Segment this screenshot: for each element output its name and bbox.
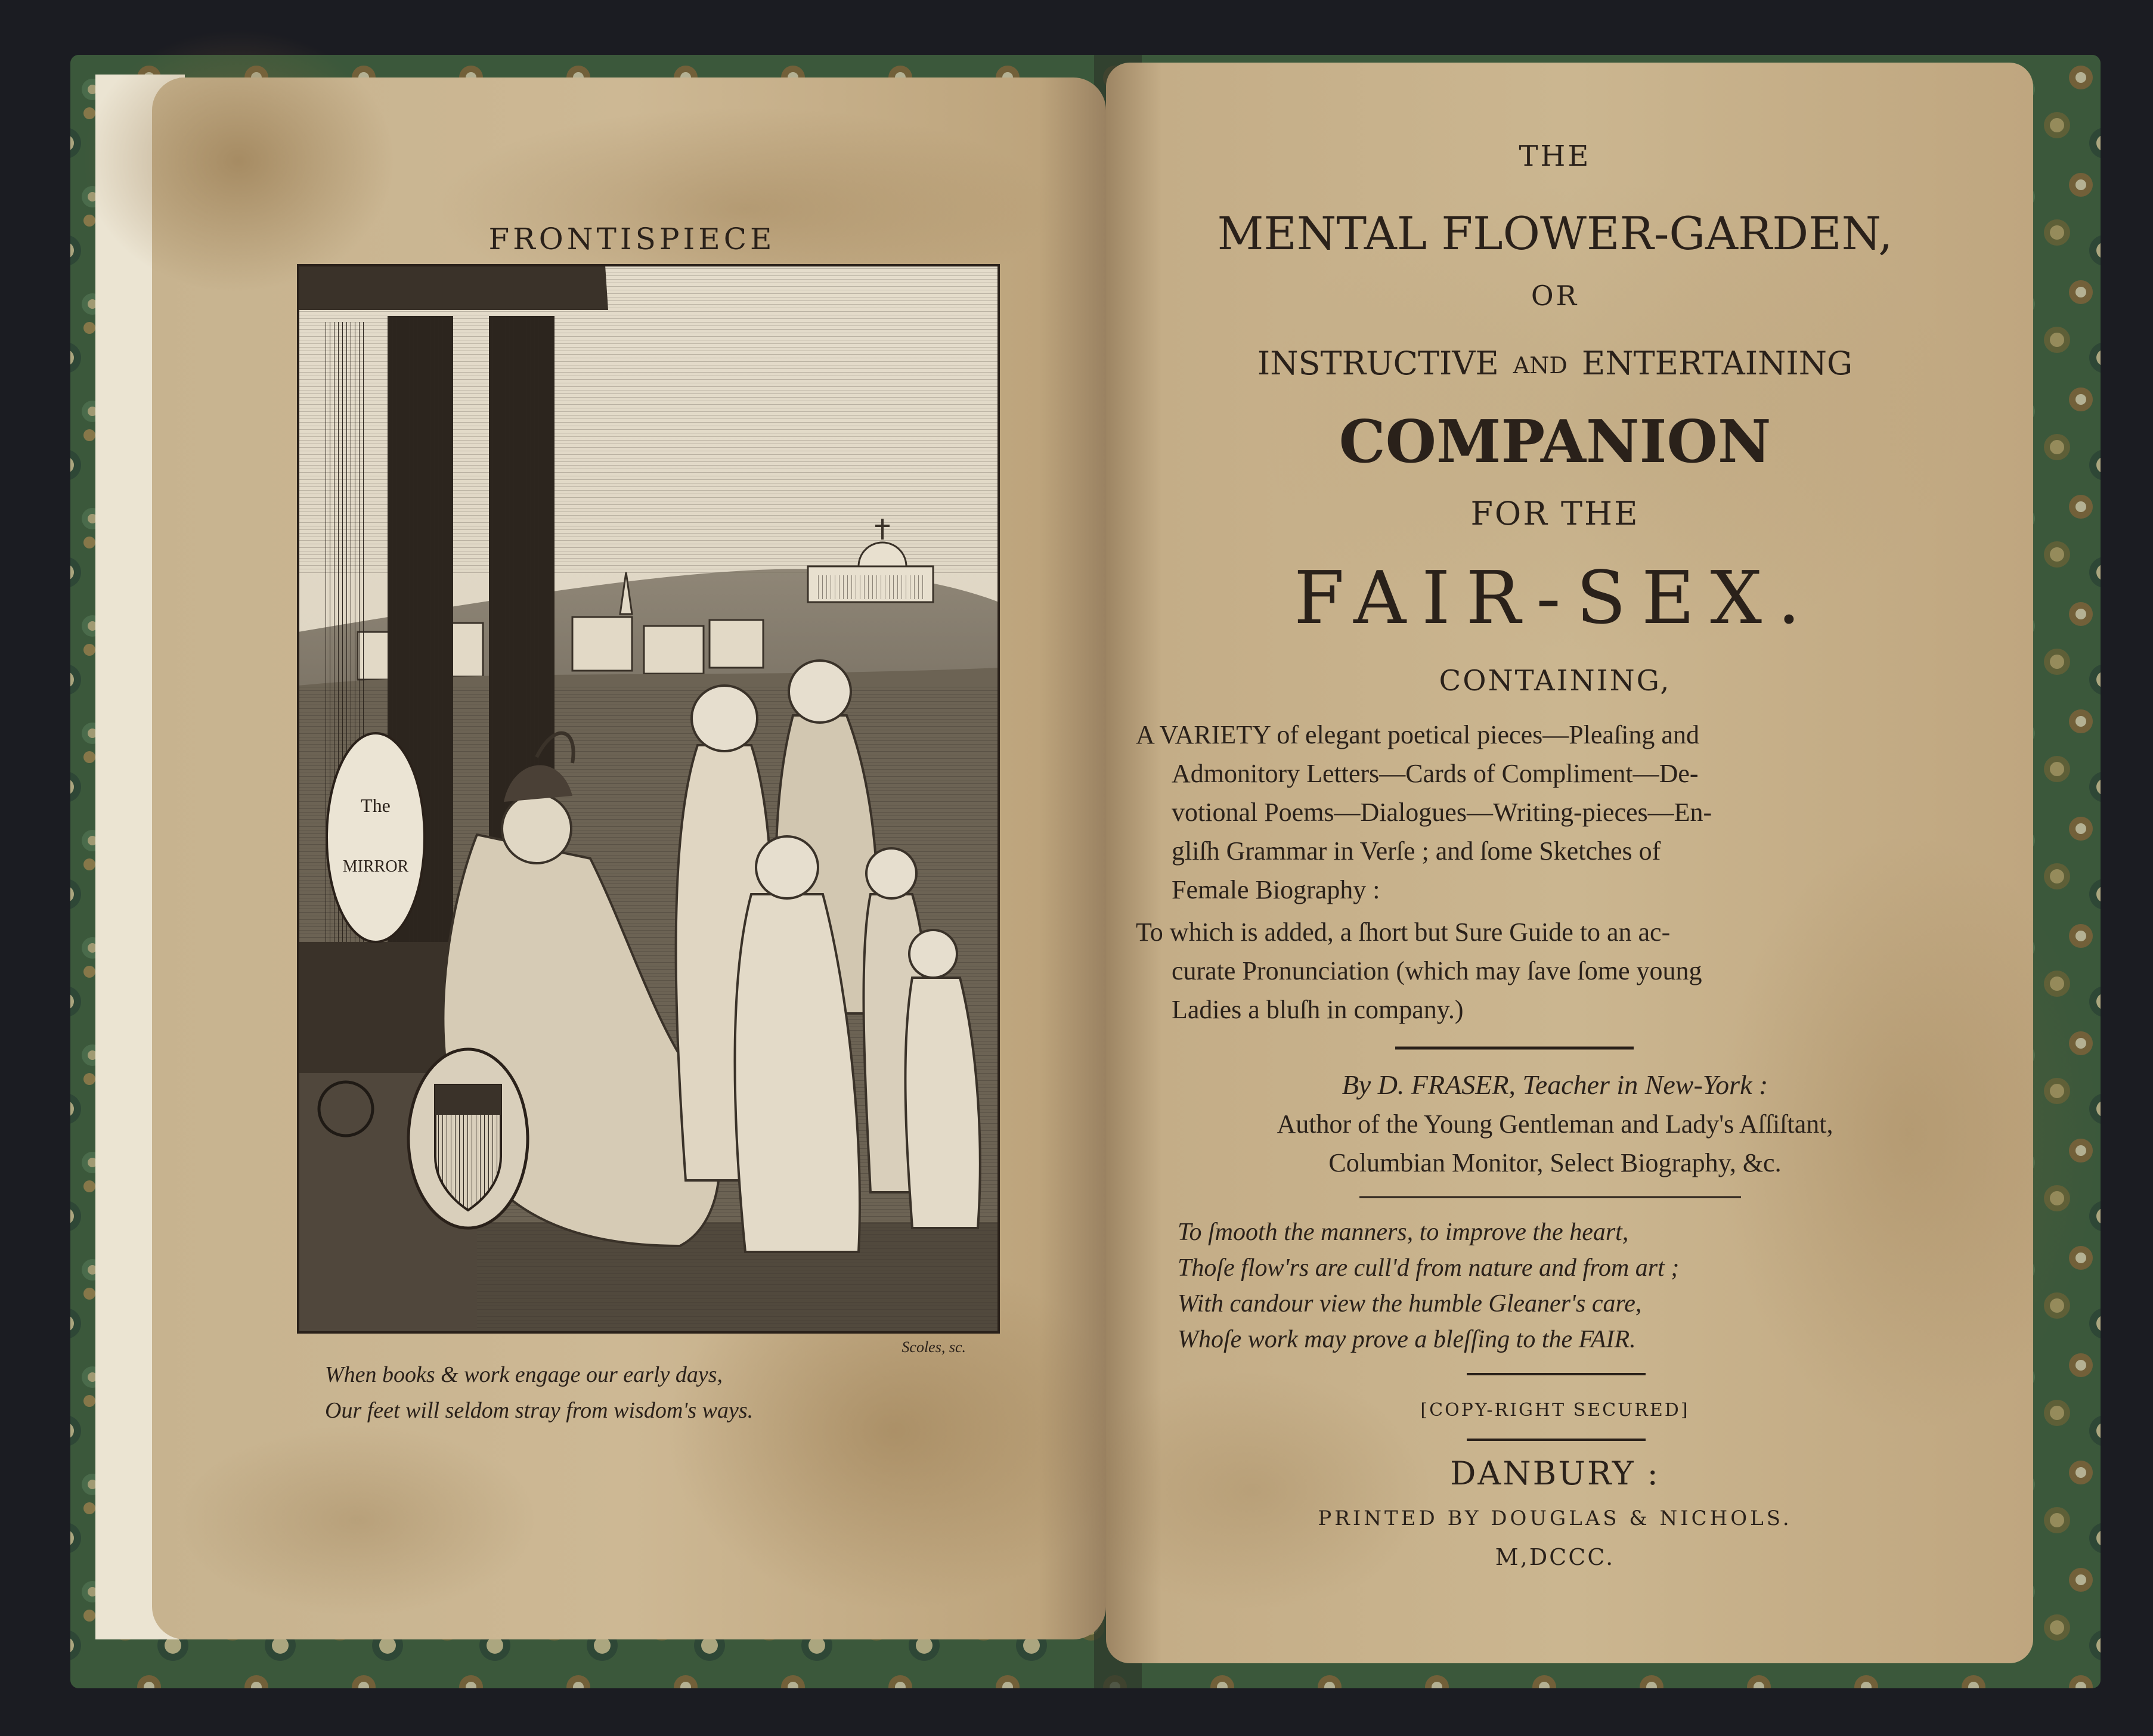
engraver-credit: Scoles, sc.	[902, 1338, 966, 1356]
title-main: MENTAL FLOWER-GARDEN,	[1217, 207, 1893, 260]
author-line-1: By D. FRASER, Teacher in New-York :	[1342, 1070, 1768, 1100]
mirror-label-mirror: MIRROR	[342, 857, 409, 876]
addition-line-3: Ladies a bluſh in company.)	[1172, 995, 1464, 1024]
mirror	[327, 733, 425, 942]
contents-line-1: A VARIETY of elegant poetical pieces—Pleaſing and	[1136, 720, 1699, 749]
subtitle-instructive: INSTRUCTIVE	[1257, 345, 1499, 382]
contents-line-2: Admonitory Letters—Cards of Compliment—De-	[1172, 759, 1699, 788]
printer: PRINTED BY DOUGLAS & NICHOLS.	[1318, 1506, 1792, 1530]
shield	[408, 1049, 528, 1228]
addition-line-1: To which is added, a ſhort but Sure Guide to an ac-	[1136, 917, 1671, 947]
contents-line-3: votional Poems—Dialogues—Writing-pieces—En-	[1172, 798, 1712, 827]
verse-line-4: Whoſe work may prove a bleſſing to the FAIR.	[1178, 1326, 1636, 1353]
title-companion: COMPANION	[1339, 408, 1771, 476]
place: DANBURY :	[1450, 1455, 1660, 1492]
subtitle-entertaining: ENTERTAINING	[1581, 345, 1853, 382]
copyright: [COPY-RIGHT SECURED]	[1420, 1400, 1690, 1421]
contents-line-5: Female Biography :	[1172, 875, 1380, 904]
verse-line-2: Thoſe flow'rs are cull'd from nature and from art ;	[1178, 1254, 1680, 1282]
author-line-2: Author of the Young Gentleman and Lady's Aſſiſtant,	[1277, 1109, 1833, 1139]
title-for-the: FOR THE	[1470, 495, 1640, 532]
title-fair-sex: FAIR-SEX.	[1294, 556, 1816, 640]
addition-line-2: curate Pronunciation (which may ſave ſome young	[1172, 956, 1702, 985]
frontispiece-heading: FRONTISPIECE	[488, 222, 776, 256]
title-containing: CONTAINING,	[1439, 664, 1671, 698]
mirror-label-the: The	[361, 795, 391, 816]
contents-line-4: gliſh Grammar in Verſe ; and ſome Sketches of	[1172, 836, 1661, 866]
verse-line-1: To ſmooth the manners, to improve the heart,	[1178, 1219, 1629, 1246]
title-the: THE	[1519, 140, 1591, 173]
engraving	[298, 265, 999, 1332]
author-line-3: Columbian Monitor, Select Biography, &c.	[1328, 1148, 1782, 1177]
title-or: OR	[1531, 280, 1579, 312]
year: M,DCCC.	[1495, 1544, 1615, 1570]
subtitle-and: AND	[1513, 352, 1567, 379]
verse-line-3: With candour view the humble Gleaner's care,	[1178, 1290, 1642, 1318]
caption-line-2: Our feet will seldom stray from wisdom's ways.	[325, 1398, 754, 1423]
caption-line-1: When books & work engage our early days,	[325, 1362, 723, 1387]
